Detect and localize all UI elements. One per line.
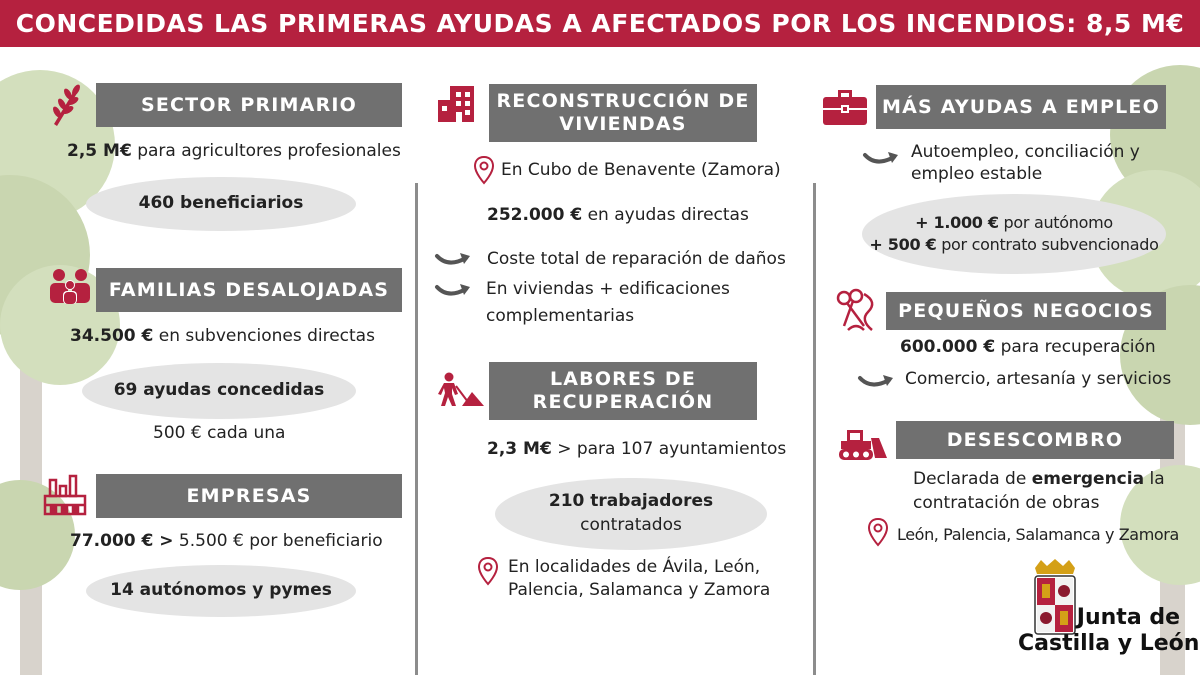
family-icon (48, 268, 92, 304)
heading-reconstruccion-line1: RECONSTRUCCIÓN DE (496, 90, 750, 113)
heading-reconstruccion-line2: VIVIENDAS (559, 113, 687, 135)
empleo-bullet-line1: Autoempleo, conciliación y (911, 142, 1140, 162)
labores-contratados: contratados (580, 515, 682, 535)
heading-familias-desalojadas: FAMILIAS DESALOJADAS (96, 268, 402, 312)
empresas-pill (86, 565, 356, 617)
familias-amount: 34.500 € (70, 326, 154, 346)
labores-amount-line (487, 438, 786, 462)
labores-locations (508, 556, 770, 602)
heading-labores-line2: RECUPERACIÓN (532, 391, 714, 413)
labores-locations-line1: En localidades de Ávila, León, (508, 557, 761, 577)
logo-text-line2: Castilla y León (1018, 631, 1200, 656)
empleo-pill-autonomo-amount: + 1.000 € (915, 212, 999, 232)
empleo-pill-autonomo-text: por autónomo (1003, 212, 1113, 232)
empresas-amount: 77.000 € > (70, 531, 174, 551)
desescombro-line1-post: la (1149, 469, 1165, 489)
briefcase-icon (822, 88, 868, 126)
location-pin-icon (473, 155, 495, 185)
column-divider-left (415, 183, 418, 675)
heading-labores-line1: LABORES DE (549, 368, 697, 391)
desescombro-locations: León, Palencia, Salamanca y Zamora (897, 525, 1179, 544)
familias-pill (82, 363, 356, 419)
empleo-pill-contrato-amount: + 500 € (869, 235, 937, 254)
viviendas-amount-line (487, 204, 749, 228)
heading-pequenos-negocios: PEQUEÑOS NEGOCIOS (886, 292, 1166, 330)
curved-arrow-icon (862, 149, 902, 169)
empresas-autonomos: 14 autónomos y pymes (110, 580, 332, 601)
viviendas-bullet-2-line1: En viviendas + edificaciones (486, 279, 730, 299)
heading-empresas: EMPRESAS (96, 474, 402, 518)
viviendas-location: En Cubo de Benavente (Zamora) (501, 160, 781, 180)
familias-amount-line (70, 325, 375, 349)
labores-pill (495, 478, 767, 550)
empleo-pill-line2 (869, 234, 1158, 256)
location-pin-icon (477, 556, 499, 586)
empresas-amount-text: 5.500 € por beneficiario (178, 531, 383, 551)
sector-primario-amount-line (67, 140, 401, 164)
viviendas-bullet-2 (486, 276, 730, 330)
viviendas-bullet-2-line2: complementarias (486, 306, 635, 327)
curved-arrow-icon (434, 281, 474, 301)
heading-sector-primario: SECTOR PRIMARIO (96, 83, 402, 127)
location-pin-icon (867, 517, 889, 547)
factory-icon (42, 474, 88, 516)
desescombro-line1 (913, 468, 1165, 492)
negocios-bullet: Comercio, artesanía y servicios (905, 369, 1172, 389)
scissors-thread-icon (834, 288, 880, 334)
labores-amount: 2,3 M€ (487, 439, 552, 459)
desescombro-line1-pre: Declarada de (913, 469, 1027, 489)
sector-primario-amount-text: para agricultores profesionales (137, 141, 401, 161)
column-divider-right (813, 183, 816, 675)
desescombro-text (913, 468, 1165, 516)
bulldozer-icon (837, 428, 889, 462)
viviendas-amount: 252.000 € (487, 205, 583, 225)
empleo-bullet (911, 141, 1140, 185)
curved-arrow-icon (857, 372, 897, 392)
heading-reconstruccion-viviendas (489, 84, 757, 142)
empleo-bullet-line2: empleo estable (911, 164, 1043, 185)
familias-note: 500 € cada una (153, 423, 286, 443)
viviendas-bullet-1: Coste total de reparación de daños (487, 249, 786, 269)
negocios-amount-text: para recuperación (1000, 337, 1156, 357)
empleo-pill (862, 194, 1166, 274)
curved-arrow-icon (434, 250, 474, 270)
buildings-icon (436, 84, 476, 124)
empresas-amount-line (70, 530, 383, 554)
sector-primario-amount: 2,5 M€ (67, 141, 132, 161)
sector-primario-beneficiaries: 460 beneficiarios (138, 193, 304, 214)
labores-amount-text: > para 107 ayuntamientos (557, 439, 787, 459)
worker-icon (436, 372, 486, 408)
heading-desescombro: DESESCOMBRO (896, 421, 1174, 459)
labores-locations-line2: Palencia, Salamanca y Zamora (508, 579, 771, 600)
wheat-icon (46, 82, 88, 126)
page-title: CONCEDIDAS LAS PRIMERAS AYUDAS A AFECTADOS POR LOS INCENDIOS: 8,5 M€ (0, 0, 1200, 47)
empleo-pill-contrato-text: por contrato subvencionado (941, 235, 1159, 254)
desescombro-line2: contratación de obras (913, 492, 1100, 513)
familias-ayudas: 69 ayudas concedidas (113, 380, 325, 401)
desescombro-emergencia: emergencia (1031, 469, 1145, 489)
viviendas-amount-text: en ayudas directas (587, 205, 749, 225)
logo-text (1052, 606, 1180, 630)
sector-primario-pill (86, 177, 356, 231)
familias-amount-text: en subvenciones directas (158, 326, 375, 346)
negocios-amount-line (900, 336, 1156, 360)
negocios-amount: 600.000 € (900, 337, 996, 357)
labores-trabajadores: 210 trabajadores (548, 491, 714, 512)
heading-mas-ayudas-empleo: MÁS AYUDAS A EMPLEO (876, 85, 1166, 129)
empleo-pill-line1 (915, 212, 1113, 234)
logo-line1: Junta de (1076, 605, 1180, 630)
heading-labores-recuperacion (489, 362, 757, 420)
